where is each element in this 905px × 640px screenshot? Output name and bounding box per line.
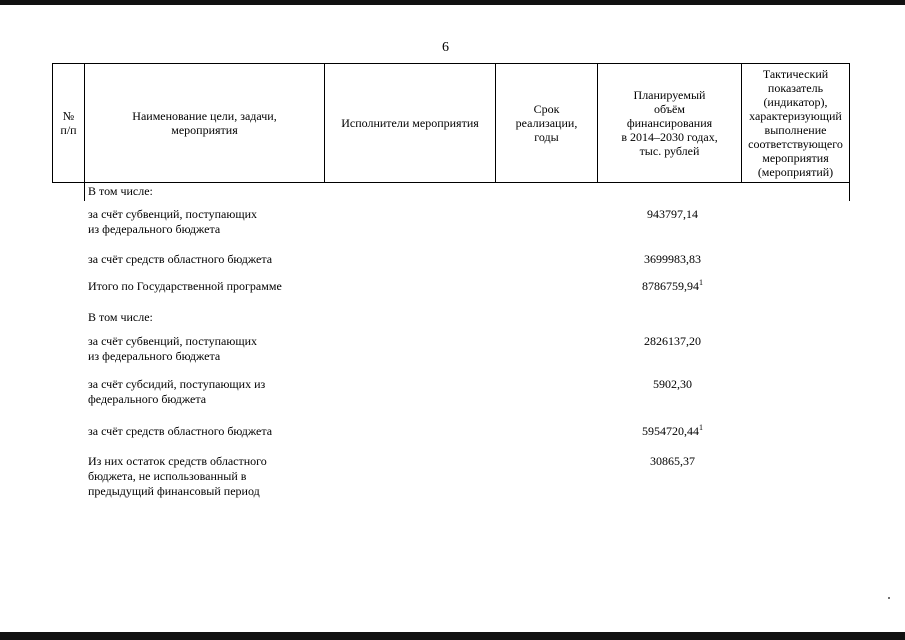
table-border-left (84, 183, 85, 201)
header-col-term: Срок реализации, годы (496, 64, 598, 182)
header-col-executors: Исполнители мероприятия (325, 64, 496, 182)
table-header (52, 63, 850, 183)
scan-border-bottom (0, 632, 905, 640)
row-2-value: 3699983,83 (644, 252, 701, 266)
footnote-mark: 1 (699, 423, 703, 432)
row-0-text: В том числе: (88, 184, 153, 198)
row-3-text: Итого по Государственной программе (88, 279, 282, 293)
row-6-text: за счёт субсидий, поступающих из федерального бюджета (88, 377, 266, 406)
scan-border-top (0, 0, 905, 5)
row-7-text: за счёт средств областного бюджета (88, 424, 273, 438)
table-border-right (849, 183, 850, 201)
row-8-value: 30865,37 (650, 454, 695, 468)
header-col-name: Наименование цели, задачи, мероприятия (85, 64, 325, 182)
header-col-number: № п/п (53, 64, 85, 182)
scan-speck (888, 597, 890, 599)
row-5-text: за счёт субвенций, поступающих из федерального бюджета (88, 334, 257, 363)
row-3-value: 8786759,94$^1$ (642, 278, 703, 293)
header-col-indicator: Тактический показатель (индикатор), характеризующий выполнение соответствующего мероприятия (мероприятий) (748, 67, 843, 179)
row-4-text: В том числе: (88, 310, 153, 324)
row-6-value: 5902,30 (653, 377, 692, 391)
row-2-text: за счёт средств областного бюджета (88, 252, 273, 266)
row-1-value: 943797,14 (647, 207, 698, 221)
page-number: 6 (442, 40, 449, 55)
row-7-value: 5954720,44$^1$ (642, 423, 703, 438)
row-8-text: Из них остаток средств областного бюджета, не использованный в предыдущий финансовый период (88, 454, 267, 498)
header-col-funding: Планируемый объём финансирования в 2014–2030 годах, тыс. рублей (598, 64, 742, 182)
row-1-text: за счёт субвенций, поступающих из федерального бюджета (88, 207, 257, 236)
row-5-value: 2826137,20 (644, 334, 701, 348)
footnote-mark: 1 (699, 278, 703, 287)
